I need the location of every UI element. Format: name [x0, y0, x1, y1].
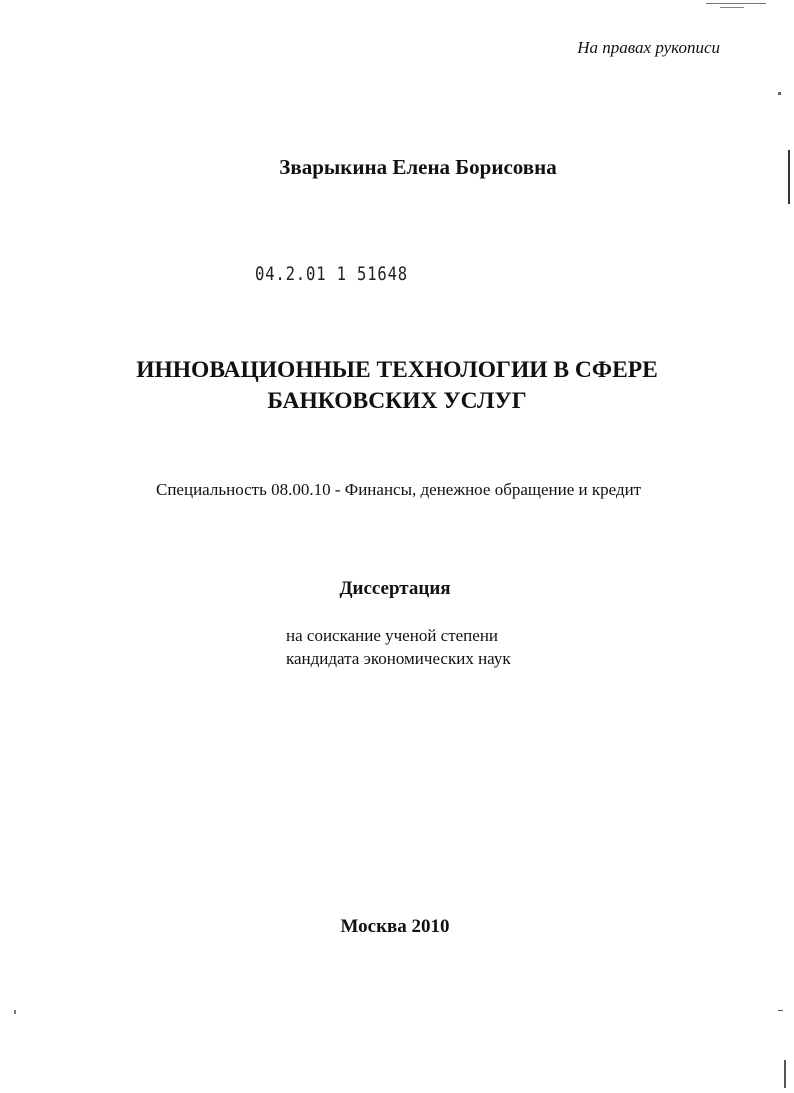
scan-mark-top-right-2: [720, 7, 744, 8]
scan-dot-right: [778, 92, 781, 95]
document-type: Диссертация: [339, 578, 451, 599]
scan-mark-bottom-right-2: [784, 1060, 786, 1088]
registry-stamp: 04.2.01 1 51648: [255, 263, 409, 285]
rights-note: На правах рукописи: [577, 38, 720, 57]
scan-dot-left: [14, 1010, 16, 1014]
scan-mark-bottom-right: [778, 1010, 783, 1011]
title-line-1: ИННОВАЦИОННЫЕ ТЕХНОЛОГИИ В СФЕРЕ: [136, 357, 658, 383]
scan-mark-right-edge: [788, 150, 790, 204]
author-name: Зварыкина Елена Борисовна: [279, 155, 557, 179]
degree-line-1: на соискание ученой степени: [286, 626, 499, 645]
title-line-2: БАНКОВСКИХ УСЛУГ: [267, 388, 527, 414]
dissertation-title: [0, 355, 794, 417]
scan-mark-top-right: [706, 3, 766, 4]
place-and-year: Москва 2010: [340, 916, 450, 937]
specialty-line: Специальность 08.00.10 - Финансы, денежное обращение и кредит: [156, 480, 642, 499]
degree-line-2: кандидата экономических наук: [286, 649, 511, 668]
